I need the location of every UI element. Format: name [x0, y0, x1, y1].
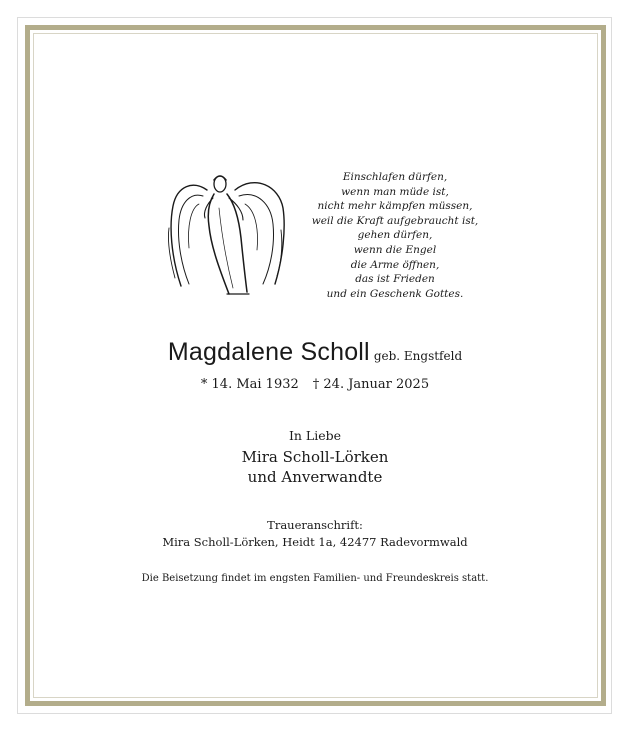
- poem-line: das ist Frieden: [355, 273, 435, 286]
- poem-line: wenn man müde ist,: [341, 185, 449, 198]
- poem-line: nicht mehr kämpfen müssen,: [317, 200, 473, 213]
- poem: [300, 170, 490, 301]
- birth-date: * 14. Mai 1932: [200, 377, 299, 392]
- mourner-name: und Anverwandte: [247, 468, 383, 486]
- mourners-intro: In Liebe: [288, 428, 342, 443]
- deceased-name: Magdalene Scholl: [167, 338, 370, 366]
- address-label: Traueranschrift:: [267, 518, 363, 532]
- death-date: † 24. Januar 2025: [312, 377, 430, 392]
- mourning-address: Mira Scholl-Lörken, Heidt 1a, 42477 Radevormwald: [162, 535, 468, 549]
- mourner-name: Mira Scholl-Lörken: [241, 448, 389, 466]
- mourners-list: [0, 447, 630, 487]
- poem-line: wenn die Engel: [353, 243, 437, 256]
- angel-icon: [163, 168, 288, 298]
- poem-line: und ein Geschenk Gottes.: [326, 287, 464, 300]
- maiden-name: geb. Engstfeld: [373, 349, 463, 363]
- life-dates: [0, 377, 630, 392]
- poem-line: gehen dürfen,: [357, 229, 433, 242]
- poem-line: weil die Kraft aufgebraucht ist,: [311, 214, 479, 227]
- poem-line: die Arme öffnen,: [350, 258, 440, 271]
- deceased-name-line: [0, 338, 630, 367]
- funeral-note: Die Beisetzung findet im engsten Familien- und Freundeskreis statt.: [141, 573, 489, 584]
- poem-line: Einschlafen dürfen,: [342, 171, 448, 183]
